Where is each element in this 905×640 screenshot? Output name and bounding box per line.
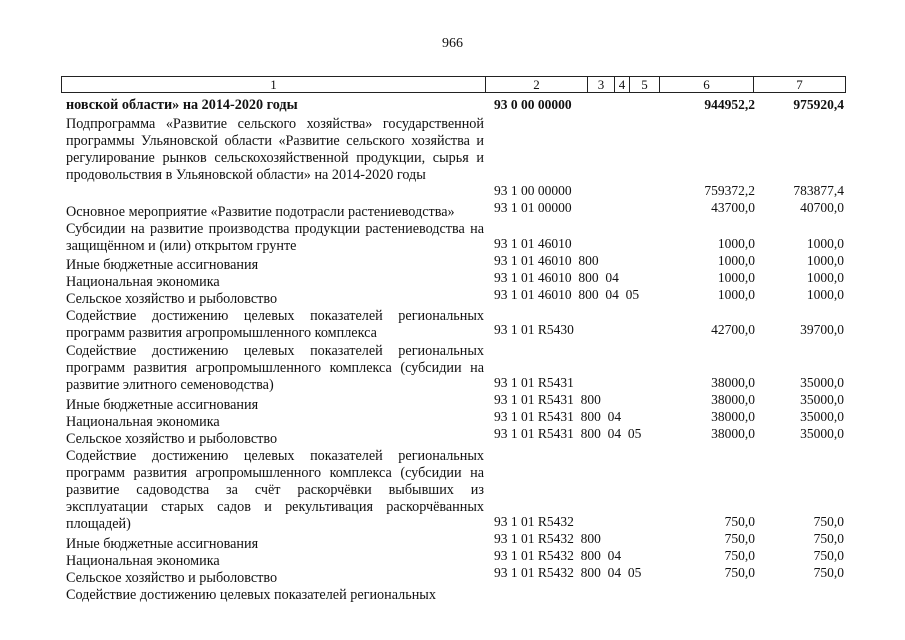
header-col-6: 6 bbox=[660, 77, 754, 92]
row-code: 93 1 01 R5431 800 04 05 bbox=[494, 426, 642, 441]
row-description: Субсидии на развитие производства продукции растениеводства на защищённом и (или) открытом грунте bbox=[66, 221, 484, 254]
row-description: Иные бюджетные ассигнования bbox=[66, 257, 259, 273]
row-value-col6: 1000,0 bbox=[717, 270, 755, 285]
row-value-col7: 750,0 bbox=[813, 548, 844, 563]
row-description: Содействие достижению целевых показателей региональных программ развития агропромышленного комплекса (субсидии на развитие садоводства за счёт раскорчёвки выбывших из эксплуатации старых садов и рекультивация раскорчёванных площадей) bbox=[66, 448, 484, 532]
row-value-col6: 38000,0 bbox=[711, 375, 755, 390]
row-value-col7: 35000,0 bbox=[800, 375, 844, 390]
row-value-col6: 38000,0 bbox=[711, 426, 755, 441]
row-value-col7: 750,0 bbox=[813, 565, 844, 580]
row-value-col7: 750,0 bbox=[813, 531, 844, 546]
row-description: Содействие достижению целевых показателей региональных bbox=[66, 587, 436, 603]
row-description: Национальная экономика bbox=[66, 414, 220, 430]
row-description: Содействие достижению целевых показателей региональных программ развития агропромышленного комплекса (субсидии на развитие элитного семеноводства) bbox=[66, 343, 484, 393]
row-value-col6: 750,0 bbox=[724, 548, 755, 563]
row-code: 93 1 01 46010 bbox=[494, 236, 572, 251]
row-value-col7: 975920,4 bbox=[793, 97, 844, 112]
row-value-col7: 40700,0 bbox=[800, 200, 844, 215]
page-number: 966 bbox=[442, 36, 463, 51]
row-value-col7: 1000,0 bbox=[806, 236, 844, 251]
row-description: Национальная экономика bbox=[66, 553, 220, 569]
row-value-col6: 1000,0 bbox=[717, 253, 755, 268]
header-col-3: 3 bbox=[588, 77, 615, 92]
row-value-col6: 1000,0 bbox=[717, 236, 755, 251]
row-value-col7: 1000,0 bbox=[806, 287, 844, 302]
row-code: 93 1 01 46010 800 bbox=[494, 253, 599, 268]
row-value-col6: 38000,0 bbox=[711, 392, 755, 407]
row-value-col7: 39700,0 bbox=[800, 322, 844, 337]
row-description: Сельское хозяйство и рыболовство bbox=[66, 570, 278, 586]
row-code: 93 1 01 R5431 800 04 bbox=[494, 409, 622, 424]
row-description: Содействие достижению целевых показателей региональных программ развития агропромышленного комплекса bbox=[66, 308, 484, 341]
header-col-7: 7 bbox=[796, 77, 803, 92]
row-description: Основное мероприятие «Развитие подотрасли растениеводства» bbox=[66, 204, 455, 220]
row-description: Подпрограмма «Развитие сельского хозяйства» государственной программы Ульяновской области «Развитие сельского хозяйства и регулирование рынков сельскохозяйственной продукции, сырья и продовольствия в Ульяновской области» на 2014-2020 годы bbox=[66, 116, 484, 183]
row-value-col6: 944952,2 bbox=[704, 97, 755, 112]
row-code: 93 0 00 00000 bbox=[494, 97, 572, 112]
row-value-col7: 1000,0 bbox=[806, 253, 844, 268]
row-description: Сельское хозяйство и рыболовство bbox=[66, 291, 278, 307]
row-code: 93 1 01 46010 800 04 bbox=[494, 270, 619, 285]
row-code: 93 1 01 R5432 800 bbox=[494, 531, 601, 546]
row-value-col6: 759372,2 bbox=[704, 183, 755, 198]
row-value-col7: 35000,0 bbox=[800, 392, 844, 407]
row-description: Иные бюджетные ассигнования bbox=[66, 536, 259, 552]
row-description: Сельское хозяйство и рыболовство bbox=[66, 431, 278, 447]
row-value-col6: 43700,0 bbox=[711, 200, 755, 215]
row-value-col7: 750,0 bbox=[813, 514, 844, 529]
header-col-2: 2 bbox=[486, 77, 588, 92]
row-code: 93 1 01 R5430 bbox=[494, 322, 574, 337]
table-header bbox=[61, 76, 846, 93]
row-code: 93 1 01 R5431 bbox=[494, 375, 574, 390]
row-value-col6: 750,0 bbox=[724, 565, 755, 580]
row-value-col6: 42700,0 bbox=[711, 322, 755, 337]
row-value-col6: 750,0 bbox=[724, 514, 755, 529]
row-value-col6: 750,0 bbox=[724, 531, 755, 546]
row-description: Национальная экономика bbox=[66, 274, 220, 290]
row-value-col7: 35000,0 bbox=[800, 409, 844, 424]
row-value-col7: 35000,0 bbox=[800, 426, 844, 441]
row-description: новской области» на 2014-2020 годы bbox=[66, 97, 298, 113]
row-value-col7: 783877,4 bbox=[793, 183, 844, 198]
row-value-col6: 38000,0 bbox=[711, 409, 755, 424]
row-code: 93 1 01 46010 800 04 05 bbox=[494, 287, 640, 302]
row-code: 93 1 01 00000 bbox=[494, 200, 572, 215]
row-code: 93 1 01 R5431 800 bbox=[494, 392, 601, 407]
row-code: 93 1 01 R5432 800 04 05 bbox=[494, 565, 642, 580]
row-code: 93 1 01 R5432 800 04 bbox=[494, 548, 622, 563]
row-code: 93 1 01 R5432 bbox=[494, 514, 574, 529]
header-col-1: 1 bbox=[62, 77, 486, 92]
row-code: 93 1 00 00000 bbox=[494, 183, 572, 198]
header-col-5: 5 bbox=[630, 77, 660, 92]
row-value-col7: 1000,0 bbox=[806, 270, 844, 285]
row-value-col6: 1000,0 bbox=[717, 287, 755, 302]
row-description: Иные бюджетные ассигнования bbox=[66, 397, 259, 413]
header-col-4: 4 bbox=[615, 77, 630, 92]
